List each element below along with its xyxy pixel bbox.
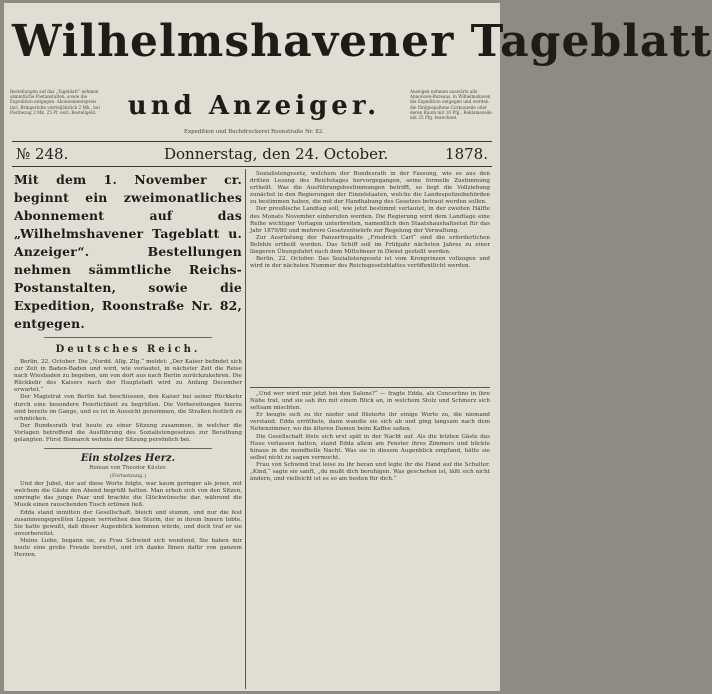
article-paragraph: Berlin, 22. October. Die „Nordd. Allg. Ztg.“ meldet: „Der Kaiser befindet sich zur Zeit in Baden-Baden und wird, wie verlautet, in nächster Zeit die Reise nach Wiesbaden zu begeben, um von dort aus nach Berlin zurückzukehren. Die Rückkehr des Kaisers nach der Hauptstadt wird zu Anfang December erwartet.“ [14,359,242,394]
advertising-note: Anzeigen nehmen auswärts alle Annoncen-Bureaus, in Wilhelmshaven die Expedition entgegen und werden die fünfgespaltene Corpuszeile oder deren Raum mit 10 Pfg., Reklamezeile mit 25 Pfg. berechnet. [410,89,492,121]
feuilleton-title: Ein stolzes Herz. [80,453,176,465]
article-paragraph: Berlin, 22. October. Das Sozialistengesetz ist vom Kronprinzen vollzogen und wird in der nächsten Nummer des Reichsgesetzblattes veröffentlicht werden. [250,256,490,270]
publisher-line: Expedition und Buchdruckerei Roonstraße Nr. 82. [183,129,325,135]
notice-divider [44,337,212,338]
masthead-rule-top [12,141,492,142]
article-paragraph: Der Bundesrath trat heute zu einer Sitzung zusammen, in welcher die Vorlagen betreffend die Ausführung des Sozialistengesetzes zur Berathung gelangten. Fürst Bismarck wohnte der Sitzung persönlich bei. [14,422,242,444]
right-column-feuilleton [250,391,490,691]
issue-date: Donnerstag, den 24. October. [164,145,389,163]
left-column [14,171,242,691]
feuilleton-author: Roman von Theodor Küster. [89,465,167,472]
feuilleton-paragraph: Die Gesellschaft löste sich erst spät in der Nacht auf. Als die letzten Gäste das Haus verlassen hatten, stand Edda allein am Fenster ihres Zimmers und blickte hinaus in die mondhelle Nacht. Was sie in diesem Augenblick empfand, hätte sie selbst nicht zu sagen vermocht. [250,433,490,461]
article-paragraph: Sozialistengesetz, welchem der Bundesrath in der Fassung, wie es aus den dritten Lesung des Reichstages hervorgegangen, seine formelle Zustimmung ertheilt. Was die Ausführungsbestimmungen betrifft, so liegt die Vollziehung zunächst in den Regierungen der Einzelstaaten, welche die Landespolizeibehörden zu bestimmen haben, die mit der Handhabung des Gesetzes betraut werden sollen. [250,171,490,206]
feuilleton-continuation: (Fortsetzung.) [110,473,146,480]
feuilleton-divider [44,448,212,449]
feuilleton-paragraph: Und der Jubel, der auf diese Worte folgte, war kaum geringer als jener, mit welchem die Gäste den Abend begrüßt hatten. Man erhob sich von den Sitzen, umringte das junge Paar und brachte die Glückwünsche dar, während die Musik einen rauschenden Tusch ertönen ließ. [14,481,242,509]
article-paragraph: Zur Ausrüstung der Panzerfregatte „Friedrich Carl“ sind die erforderlichen Befehle ertheilt worden. Das Schiff soll im Frühjahr nächsten Jahres zu einer längeren Übungsfahrt nach dem Mittelmeer in Dienst gestellt werden. [250,234,490,256]
feuilleton-paragraph: „Und wer wird mir jetzt bei den Salons?“ — fragte Edda, als Concertino in ihre Nähe trat, und sie sah ihn mit einem Blick an, in welchem Stolz und Schmerz sich seltsam mischten. [250,391,490,412]
issue-year: 1878. [445,145,488,163]
masthead-title: Wilhelmshavener Tageblatt [12,16,712,67]
masthead-subtitle: und Anzeiger. [127,91,381,121]
newspaper-page [4,3,712,691]
feuilleton-paragraph: Meine Liebe, begann sie, zu Frau Schwind sich wendend, Sie haben mir heute eine große Freude bereitet, und ich danke Ihnen dafür von ganzem Herzen. [14,537,242,559]
issue-number: № 248. [16,145,69,163]
masthead-rule-bottom [12,166,492,167]
feuilleton-paragraph: Frau von Schwind trat leise zu ihr heran und legte ihr die Hand auf die Schulter. „Kind,“ sagte sie sanft, „du mußt dich beruhigen. Was geschehen ist, läßt sich nicht ändern, und vielleicht ist es so am besten für dich.“ [250,461,490,483]
column-divider [245,169,246,689]
feuilleton-paragraph: Edda stand inmitten der Gesellschaft, bleich und stumm, und nur die fest zusammengepreßten Lippen verriethen den Sturm, der in ihrem Innern tobte. Sie hatte gewußt, daß dieser Augenblick kommen würde, und doch traf er sie unvorbereitet. [14,509,242,537]
feuilleton-paragraph: Er beugte sich zu ihr nieder und flüsterte ihr einige Worte zu, die niemand verstand. Edda erröthete, dann wandte sie sich ab und ging langsam nach dem Nebenzimmer, wo die älteren Damen beim Kaffee saßen. [250,412,490,433]
subscription-note: Bestellungen auf das „Tageblatt“ nehmen sämmtliche Postanstalten, sowie die Expedition entgegen. Abonnementspreis incl. Bringerlohn vierteljährlich 2 Mk., bei Postbezug 2 Mk. 25 Pf. excl. Bestellgeld. [10,89,100,115]
section-title: Deutsches Reich. [55,344,201,355]
subscription-notice: Mit dem 1. November cr. beginnt ein zweimonatliches Abonnement auf das „Wilhelmshavener Tageblatt u. Anzeiger“. Bestellungen nehmen sämmtliche Reichs-Postanstalten, sowie die Expedition, Roonstraße Nr. 82, entgegen. [14,172,242,331]
article-paragraph: Der preußische Landtag soll, wie jetzt bestimmt verlautet, in der zweiten Hälfte des Monats November einberufen werden. Die Regierung wird dem Landtage eine Reihe wichtiger Vorlagen unterbreiten, namentlich den Staatshaushaltsetat für das Jahr 1879/80 und mehrere Gesetzentwürfe zur Regelung der Verwaltung. [250,206,490,234]
article-paragraph: Der Magistrat von Berlin hat beschlossen, den Kaiser bei seiner Rückkehr durch eine besondere Feierlichkeit zu begrüßen. Die Vorbereitungen hierzu sind bereits im Gange, und es ist in Aussicht genommen, die Straßen festlich zu schmücken. [14,394,242,422]
feuilleton-rule [250,387,490,388]
dateline [14,145,490,165]
